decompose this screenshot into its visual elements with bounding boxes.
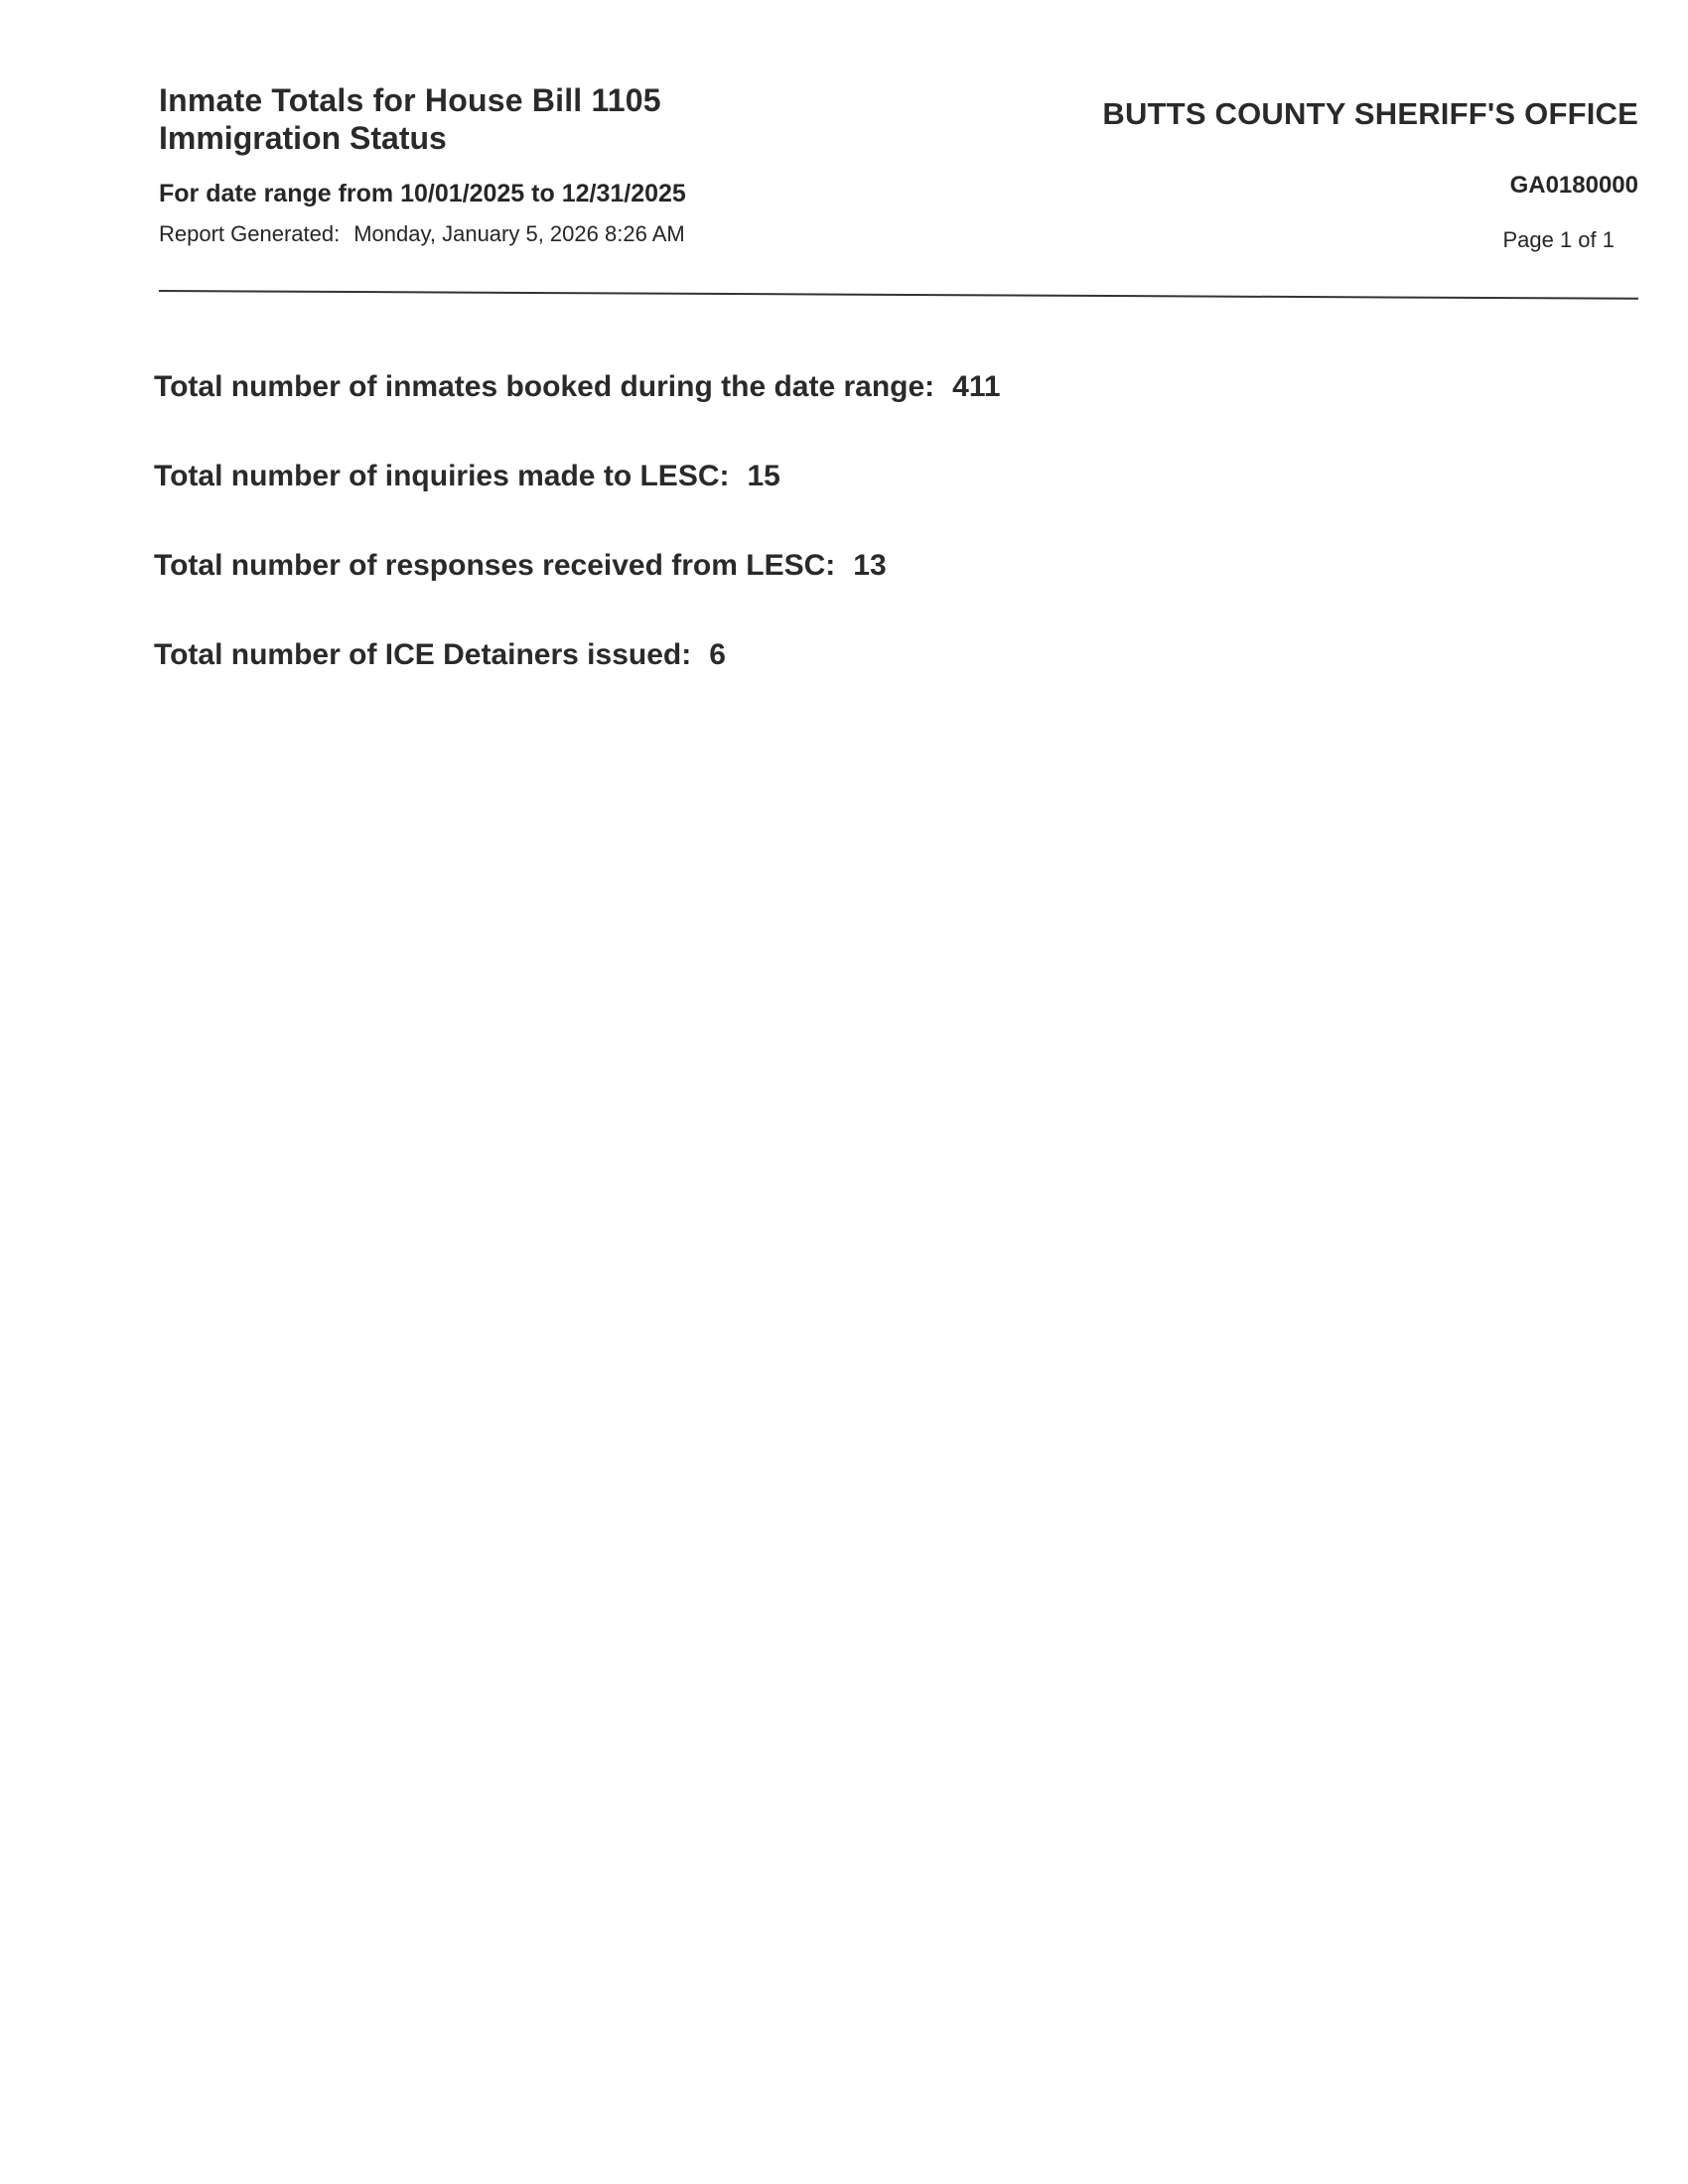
stat-value: 411 [952,370,1001,403]
report-generated [159,220,914,248]
report-generated-value: Monday, January 5, 2026 8:26 AM [353,221,685,246]
date-range: For date range from 10/01/2025 to 12/31/2025 [159,180,686,207]
report-header-left [159,81,914,248]
agency-name: BUTTS COUNTY SHERIFF'S OFFICE [1102,96,1638,131]
header-divider [159,290,1638,300]
agency-ori: GA0180000 [1509,172,1638,199]
report-header-right [943,95,1638,254]
stat-value: 15 [747,460,780,492]
stat-lesc-responses [154,548,1445,584]
stat-label: Total number of responses received from LESC: [154,549,836,582]
stat-label: Total number of inmates booked during the date range: [154,370,935,403]
page-number: Page 1 of 1 [1502,227,1615,252]
stat-value: 6 [709,638,726,671]
stat-ice-detainers [154,637,1445,673]
stat-label: Total number of ICE Detainers issued: [154,638,692,671]
report-title: Inmate Totals for House Bill 1105 [159,82,661,118]
report-generated-label: Report Generated: [159,221,341,246]
stat-value: 13 [853,549,887,582]
stats-list [154,369,1445,727]
report-subtitle: Immigration Status [159,120,447,156]
stat-label: Total number of inquiries made to LESC: [154,460,730,492]
stat-inmates-booked [154,369,1445,405]
stat-lesc-inquiries [154,459,1445,494]
